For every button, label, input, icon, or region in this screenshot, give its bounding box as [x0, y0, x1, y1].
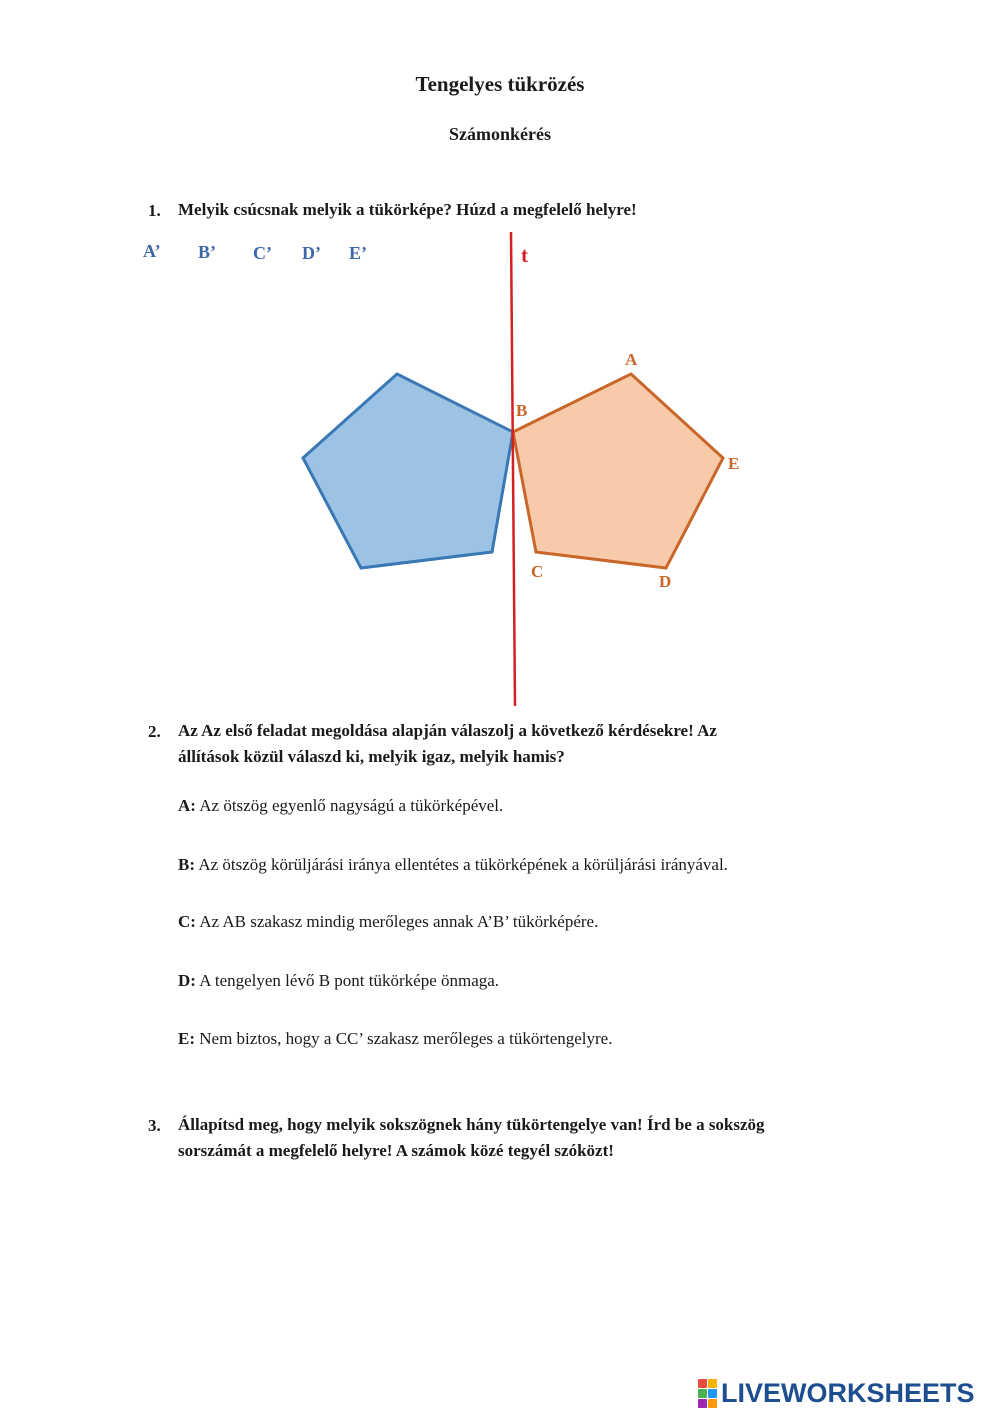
statement-d — [178, 971, 499, 991]
statement-letter: E: — [178, 1029, 195, 1048]
liveworksheets-logo — [698, 1377, 975, 1409]
axis-label-t: t — [521, 243, 528, 267]
statement-letter: B: — [178, 855, 195, 874]
statement-letter: A: — [178, 796, 196, 815]
statement-b — [178, 855, 728, 875]
drag-label-d-prime[interactable]: D’ — [302, 243, 321, 263]
question-2-text-line-1: Az Az első feladat megoldása alapján válaszolj a következő kérdésekre! Az — [178, 721, 717, 740]
drag-label-e-prime[interactable]: E’ — [349, 243, 367, 263]
question-2-number: 2. — [148, 722, 161, 741]
drag-label-b-prime[interactable]: B’ — [198, 242, 216, 262]
vertex-label-b: B — [516, 401, 528, 420]
image-pentagon — [303, 374, 513, 568]
vertex-label-c: C — [531, 562, 544, 581]
statement-text: Az ötszög körüljárási iránya ellentétes a tükörképének a körüljárási irányával. — [198, 855, 728, 874]
statement-text: Az AB szakasz mindig merőleges annak A’B’ tükörképére. — [199, 912, 599, 931]
symmetry-axis — [511, 232, 515, 706]
page-title: Tengelyes tükrözés — [415, 72, 585, 96]
vertex-label-e: E — [728, 454, 740, 473]
logo-block — [698, 1379, 707, 1388]
statement-e — [178, 1029, 612, 1049]
question-3-text-line-1: Állapítsd meg, hogy melyik sokszögnek hány tükörtengelye van! Írd be a sokszög — [178, 1115, 765, 1134]
statement-text: A tengelyen lévő B pont tükörképe önmaga. — [199, 971, 500, 990]
logo-text: LIVEWORKSHEETS — [721, 1377, 975, 1408]
question-2-text-line-2: állítások közül válaszd ki, melyik igaz, melyik hamis? — [178, 747, 565, 766]
drag-label-c-prime[interactable]: C’ — [253, 243, 272, 263]
drag-label-a-prime[interactable]: A’ — [143, 241, 161, 261]
statement-letter: D: — [178, 971, 196, 990]
statement-a — [178, 796, 503, 816]
logo-block — [698, 1389, 707, 1398]
vertex-label-d: D — [659, 572, 672, 591]
logo-block — [708, 1399, 717, 1408]
question-3-number: 3. — [148, 1116, 161, 1135]
question-1-number: 1. — [148, 201, 161, 220]
question-1-text: Melyik csúcsnak melyik a tükörképe? Húzd a megfelelő helyre! — [178, 200, 637, 219]
logo-blocks-icon — [698, 1379, 717, 1408]
statement-text: Nem biztos, hogy a CC’ szakasz merőleges a tükörtengelyre. — [199, 1029, 613, 1048]
vertex-label-a: A — [625, 350, 638, 369]
statement-c — [178, 912, 598, 932]
page-subtitle: Számonkérés — [449, 124, 551, 144]
logo-block — [708, 1379, 717, 1388]
original-pentagon — [513, 374, 723, 568]
statement-text: Az ötszög egyenlő nagyságú a tükörképével. — [199, 796, 504, 815]
logo-block — [708, 1389, 717, 1398]
statement-letter: C: — [178, 912, 196, 931]
question-3-text-line-2: sorszámát a megfelelő helyre! A számok közé tegyél szóközt! — [178, 1141, 614, 1160]
logo-block — [698, 1399, 707, 1408]
